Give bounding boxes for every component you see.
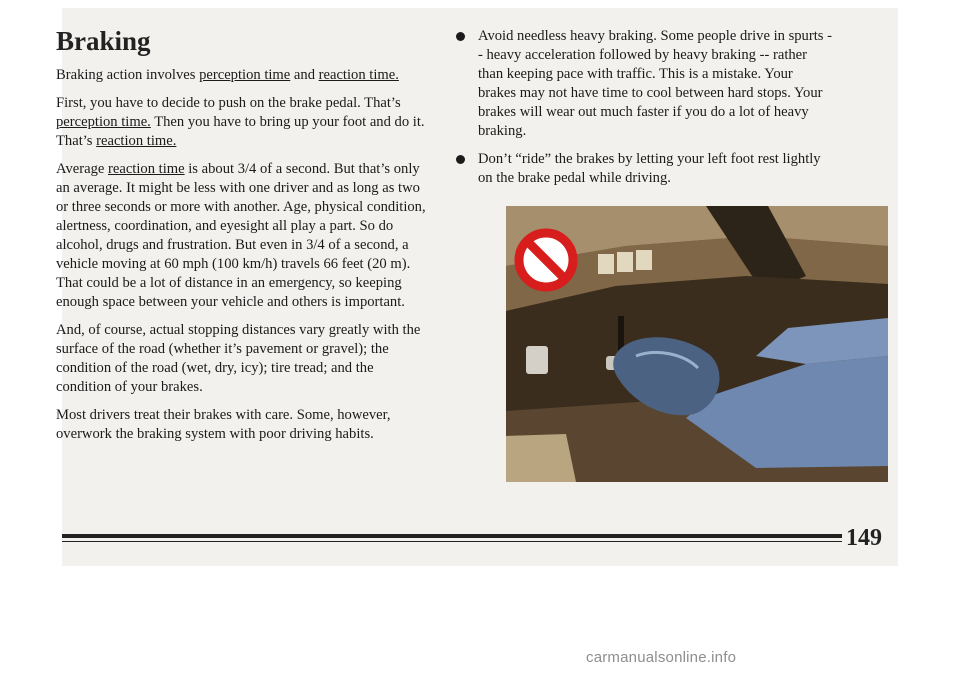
text-run: and bbox=[290, 67, 319, 83]
text-run: First, you have to decide to push on the brake pedal. That’s bbox=[56, 95, 401, 111]
paragraph-braking-action bbox=[56, 66, 428, 85]
page-number: 149 bbox=[846, 525, 882, 551]
paragraph-stopping-distances: And, of course, actual stopping distances vary greatly with the surface of the road (whether it’s pavement or gravel); the condition of the road (wet, dry, icy); tire tread; and the condition of your brakes. bbox=[56, 322, 421, 395]
paragraph-most-drivers: Most drivers treat their brakes with care. Some, however, overwork the braking system with poor driving habits. bbox=[56, 407, 391, 442]
text-run: Then you have to bring up your foot and do it. That’s bbox=[56, 114, 425, 149]
paragraph-average-reaction bbox=[56, 160, 428, 312]
bullet-text: Don’t “ride” the brakes by letting your left foot rest lightly on the brake pedal while driving. bbox=[478, 151, 821, 186]
footer-rule bbox=[62, 534, 842, 542]
door-panel bbox=[506, 434, 576, 482]
text-run: Braking action involves bbox=[56, 67, 200, 83]
watermark: carmanualsonline.info bbox=[586, 649, 737, 666]
term-perception-time: perception time bbox=[199, 67, 291, 83]
no-riding-brakes-illustration bbox=[506, 206, 888, 482]
term-reaction-time: reaction time. bbox=[96, 133, 177, 149]
bullet-item-ride-brakes bbox=[456, 150, 834, 188]
page-heading: Braking bbox=[56, 26, 151, 56]
bullet-dot-icon bbox=[456, 32, 465, 41]
text-run: Average bbox=[56, 161, 108, 177]
bullet-dot-icon bbox=[456, 155, 465, 164]
term-perception-time: perception time. bbox=[56, 114, 151, 130]
bullet-text: Avoid needless heavy braking. Some people drive in spurts -- heavy acceleration followed by heavy braking -- rather than keeping pace with traffic. This is a mistake. Your brakes may not have time to cool between hard stops. Your brakes will wear out much faster if you do a lot of heavy braking. bbox=[478, 28, 832, 139]
footer-rule-thin bbox=[62, 541, 842, 542]
right-column bbox=[456, 27, 834, 197]
term-reaction-time: reaction time. bbox=[318, 67, 399, 83]
paragraph-first-decide bbox=[56, 94, 428, 151]
term-reaction-time: reaction time bbox=[108, 161, 185, 177]
dash-vent bbox=[598, 254, 614, 274]
dash-vent bbox=[636, 250, 652, 270]
left-column bbox=[56, 26, 428, 453]
dash-vent bbox=[617, 252, 633, 272]
footer-rule-thick bbox=[62, 534, 842, 538]
text-run: is about 3/4 of a second. But that’s only an average. It might be less with one driver and as long as two or three seconds or more with another. Age, physical condition, alertness, coordination, and eyesight all play a part. So do alcohol, drugs and frustration. But even in 3/4 of a second, a vehicle moving at 60 mph (100 km/h) travels 66 feet (20 m). That could be a lot of distance in an emergency, so keeping enough space between your vehicle and others is important. bbox=[56, 161, 426, 310]
parking-pedal bbox=[526, 346, 548, 374]
illustration-svg bbox=[506, 206, 888, 482]
bullet-item-heavy-braking bbox=[456, 27, 834, 141]
